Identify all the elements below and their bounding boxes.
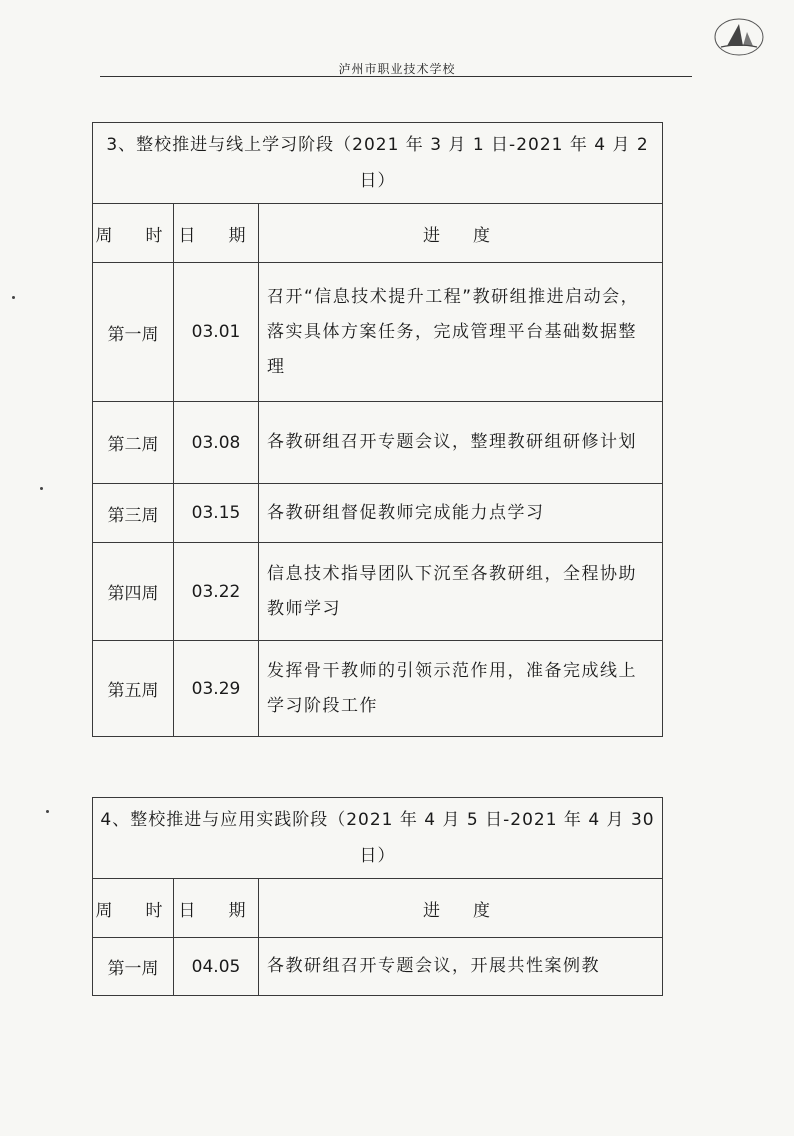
week-cell: 第四周 (93, 543, 174, 641)
table-header-row (93, 204, 663, 263)
week-cell: 第五周 (93, 641, 174, 737)
table-row (93, 641, 663, 737)
table-row (93, 402, 663, 484)
table-header-row (93, 879, 663, 938)
progress-cell: 发挥骨干教师的引领示范作用，准备完成线上学习阶段工作 (259, 641, 663, 737)
header-divider (100, 76, 692, 77)
column-header-progress: 进 度 (259, 879, 663, 938)
date-cell: 03.29 (174, 641, 259, 737)
scan-speck (40, 487, 43, 490)
stage-title: 3、整校推进与线上学习阶段（2021 年 3 月 1 日-2021 年 4 月 2 日） (93, 123, 663, 204)
column-header-date: 日 期 (174, 204, 259, 263)
date-cell: 03.15 (174, 484, 259, 543)
column-header-date: 日 期 (174, 879, 259, 938)
week-cell: 第二周 (93, 402, 174, 484)
scan-speck (46, 810, 49, 813)
column-header-week: 周 时 (93, 204, 174, 263)
week-cell: 第三周 (93, 484, 174, 543)
progress-cell: 信息技术指导团队下沉至各教研组，全程协助教师学习 (259, 543, 663, 641)
table-title-row (93, 798, 663, 879)
column-header-week: 周 时 (93, 879, 174, 938)
table-title-row (93, 123, 663, 204)
header-school-name: 泸州市职业技术学校 (338, 62, 456, 76)
progress-cell: 各教研组召开专题会议，整理教研组研修计划 (259, 402, 663, 484)
week-cell: 第一周 (93, 938, 174, 996)
week-cell: 第一周 (93, 263, 174, 402)
date-cell: 03.08 (174, 402, 259, 484)
scan-speck (12, 296, 15, 299)
table-row (93, 484, 663, 543)
date-cell: 04.05 (174, 938, 259, 996)
stage-title: 4、整校推进与应用实践阶段（2021 年 4 月 5 日-2021 年 4 月 30 日） (93, 798, 663, 879)
table-row (93, 543, 663, 641)
schedule-table-stage-4 (92, 797, 663, 996)
progress-cell: 各教研组召开专题会议，开展共性案例教 (259, 938, 663, 996)
progress-cell: 召开“信息技术提升工程”教研组推进启动会，落实具体方案任务，完成管理平台基础数据整理 (259, 263, 663, 402)
table-row (93, 938, 663, 996)
date-cell: 03.22 (174, 543, 259, 641)
column-header-progress: 进 度 (259, 204, 663, 263)
schedule-table-stage-3 (92, 122, 663, 737)
progress-cell: 各教研组督促教师完成能力点学习 (259, 484, 663, 543)
date-cell: 03.01 (174, 263, 259, 402)
school-logo (713, 16, 765, 58)
table-row (93, 263, 663, 402)
